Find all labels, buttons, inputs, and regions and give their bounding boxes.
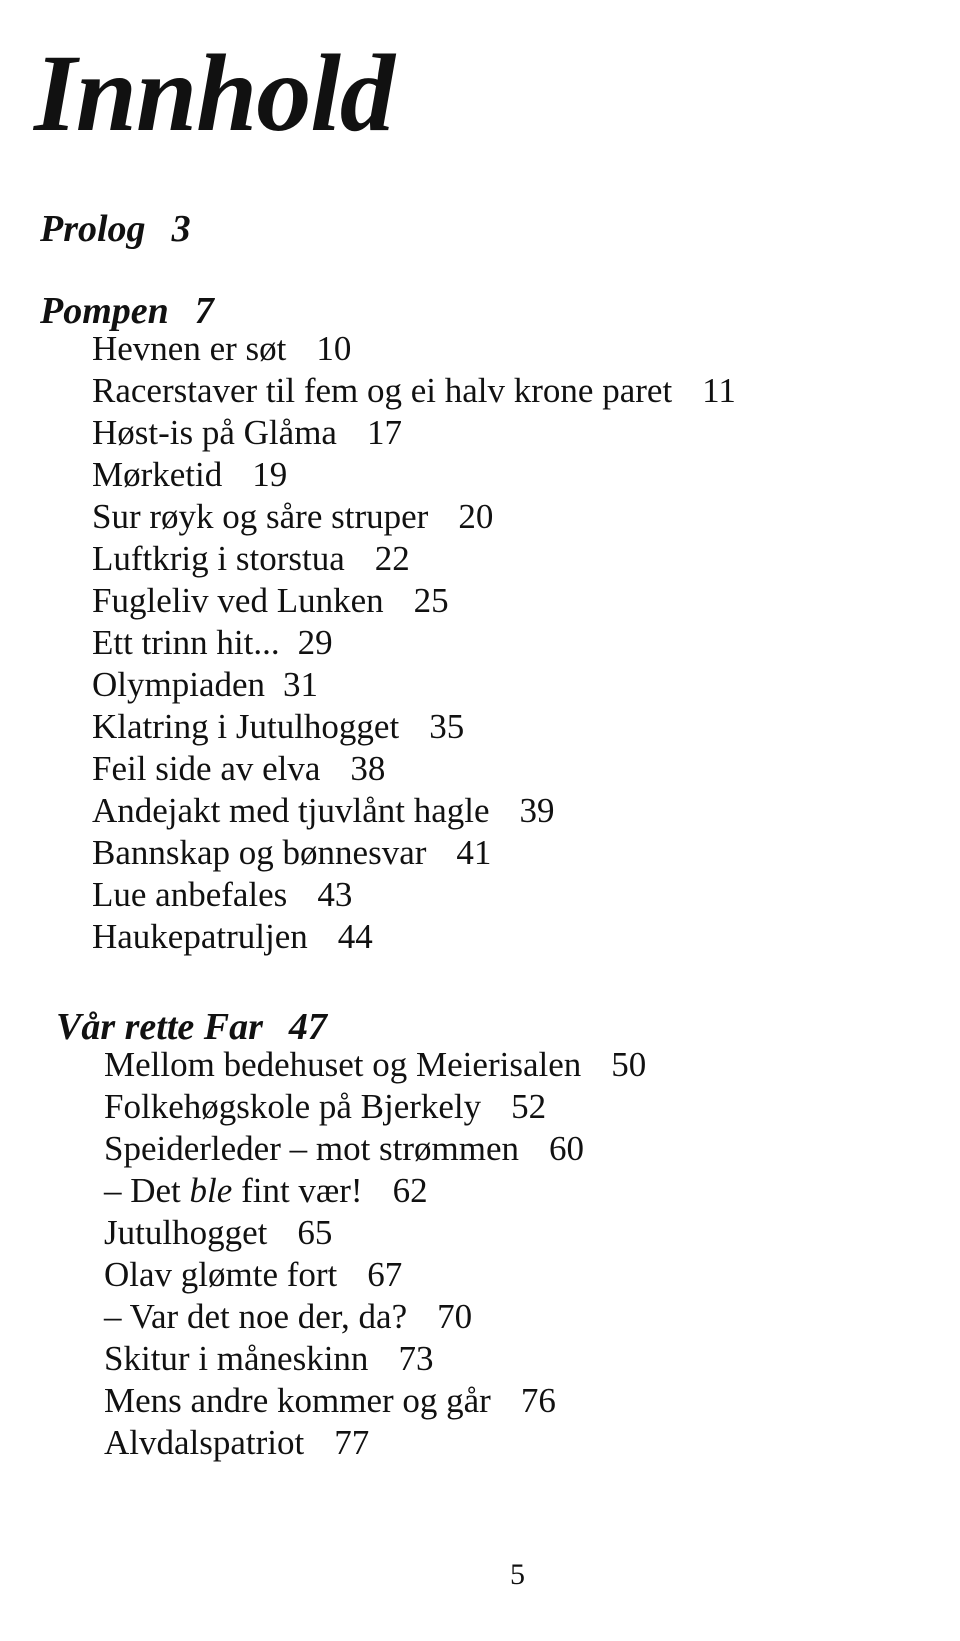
entry-page-number: 76 <box>520 1381 556 1420</box>
section-heading-prolog <box>40 210 191 248</box>
toc-entry <box>92 580 736 622</box>
entry-page-number: 39 <box>519 791 555 830</box>
entry-title: Klatring i Jutulhogget <box>92 707 400 746</box>
toc-entry <box>92 790 736 832</box>
entry-page-number: 50 <box>611 1045 647 1084</box>
entry-suffix: fint vær! <box>232 1171 363 1210</box>
entry-page-number: 52 <box>511 1087 547 1126</box>
entry-page-number: 41 <box>456 833 492 872</box>
entry-page-number: 77 <box>334 1423 370 1462</box>
toc-entry <box>104 1338 646 1380</box>
toc-entry <box>92 538 736 580</box>
entry-page-number: 25 <box>413 581 449 620</box>
entry-title: Bannskap og bønnesvar <box>92 833 427 872</box>
entry-page-number: 29 <box>297 623 333 662</box>
toc-entry <box>104 1128 646 1170</box>
entry-title: Olav glømte fort <box>104 1255 338 1294</box>
toc-entry <box>104 1254 646 1296</box>
toc-entry <box>92 706 736 748</box>
entry-title: Ett trinn hit... <box>92 623 280 662</box>
entry-title: Racerstaver til fem og ei halv krone paret <box>92 371 673 410</box>
entry-page-number: 17 <box>366 413 402 452</box>
entry-page-number: 22 <box>374 539 410 578</box>
entry-page-number: 44 <box>337 917 373 956</box>
section-page-number: 47 <box>288 1006 327 1048</box>
toc-entry <box>104 1044 646 1086</box>
entry-title: Andejakt med tjuvlånt hagle <box>92 791 490 830</box>
section-title: Prolog <box>40 208 146 250</box>
entry-page-number: 73 <box>398 1339 434 1378</box>
entry-title: Høst-is på Glåma <box>92 413 337 452</box>
entry-title: Alvdalspatriot <box>104 1423 305 1462</box>
section-page-number: 3 <box>171 208 191 250</box>
entry-title: Mellom bedehuset og Meierisalen <box>104 1045 582 1084</box>
entry-page-number: 67 <box>367 1255 403 1294</box>
entry-page-number: 31 <box>283 665 319 704</box>
entry-title: Jutulhogget <box>104 1213 268 1252</box>
entry-page-number: 11 <box>702 371 736 410</box>
entry-title: Folkehøgskole på Bjerkely <box>104 1087 482 1126</box>
entry-page-number: 19 <box>252 455 288 494</box>
entry-title: Feil side av elva <box>92 749 321 788</box>
toc-entry <box>92 874 736 916</box>
entry-page-number: 60 <box>549 1129 585 1168</box>
section-heading-pompen <box>40 292 214 330</box>
entry-title: Luftkrig i storstua <box>92 539 345 578</box>
section-title: Vår rette Far <box>56 1006 263 1048</box>
toc-entry <box>92 328 736 370</box>
entry-title: Haukepatruljen <box>92 917 308 956</box>
var-rette-far-entry-list <box>104 1044 646 1464</box>
toc-entry <box>92 622 736 664</box>
entry-page-number: 43 <box>317 875 353 914</box>
toc-entry <box>92 370 736 412</box>
toc-entry <box>92 748 736 790</box>
toc-entry <box>92 454 736 496</box>
entry-title: Sur røyk og såre struper <box>92 497 429 536</box>
toc-entry <box>92 496 736 538</box>
entry-emphasis: ble <box>189 1171 233 1210</box>
section-title: Pompen <box>40 290 169 332</box>
entry-title: Skitur i måneskinn <box>104 1339 369 1378</box>
section-heading-var-rette-far <box>56 1008 327 1046</box>
entry-page-number: 10 <box>316 329 352 368</box>
toc-entry <box>92 916 736 958</box>
entry-title: – Var det noe der, da? <box>104 1297 408 1336</box>
entry-prefix: – Det <box>104 1171 190 1210</box>
toc-entry <box>92 664 736 706</box>
entry-page-number: 38 <box>350 749 386 788</box>
page-title: Innhold <box>34 32 394 154</box>
toc-entry <box>104 1296 646 1338</box>
entry-page-number: 62 <box>392 1171 428 1210</box>
toc-entry <box>104 1380 646 1422</box>
toc-entry <box>104 1212 646 1254</box>
page-number: 5 <box>510 1558 525 1591</box>
entry-title: Mørketid <box>92 455 223 494</box>
pompen-entry-list <box>92 328 736 958</box>
entry-title: Fugleliv ved Lunken <box>92 581 384 620</box>
entry-page-number: 35 <box>429 707 465 746</box>
entry-page-number: 65 <box>297 1213 333 1252</box>
toc-entry <box>92 412 736 454</box>
entry-page-number: 70 <box>437 1297 473 1336</box>
entry-title: Speiderleder – mot strømmen <box>104 1129 520 1168</box>
toc-entry <box>104 1086 646 1128</box>
entry-title: Mens andre kommer og går <box>104 1381 491 1420</box>
entry-page-number: 20 <box>458 497 494 536</box>
toc-entry <box>104 1422 646 1464</box>
entry-title: Olympiaden <box>92 665 266 704</box>
entry-title: Lue anbefales <box>92 875 288 914</box>
toc-entry <box>92 832 736 874</box>
toc-entry <box>104 1170 646 1212</box>
section-page-number: 7 <box>194 290 214 332</box>
entry-title: Hevnen er søt <box>92 329 287 368</box>
